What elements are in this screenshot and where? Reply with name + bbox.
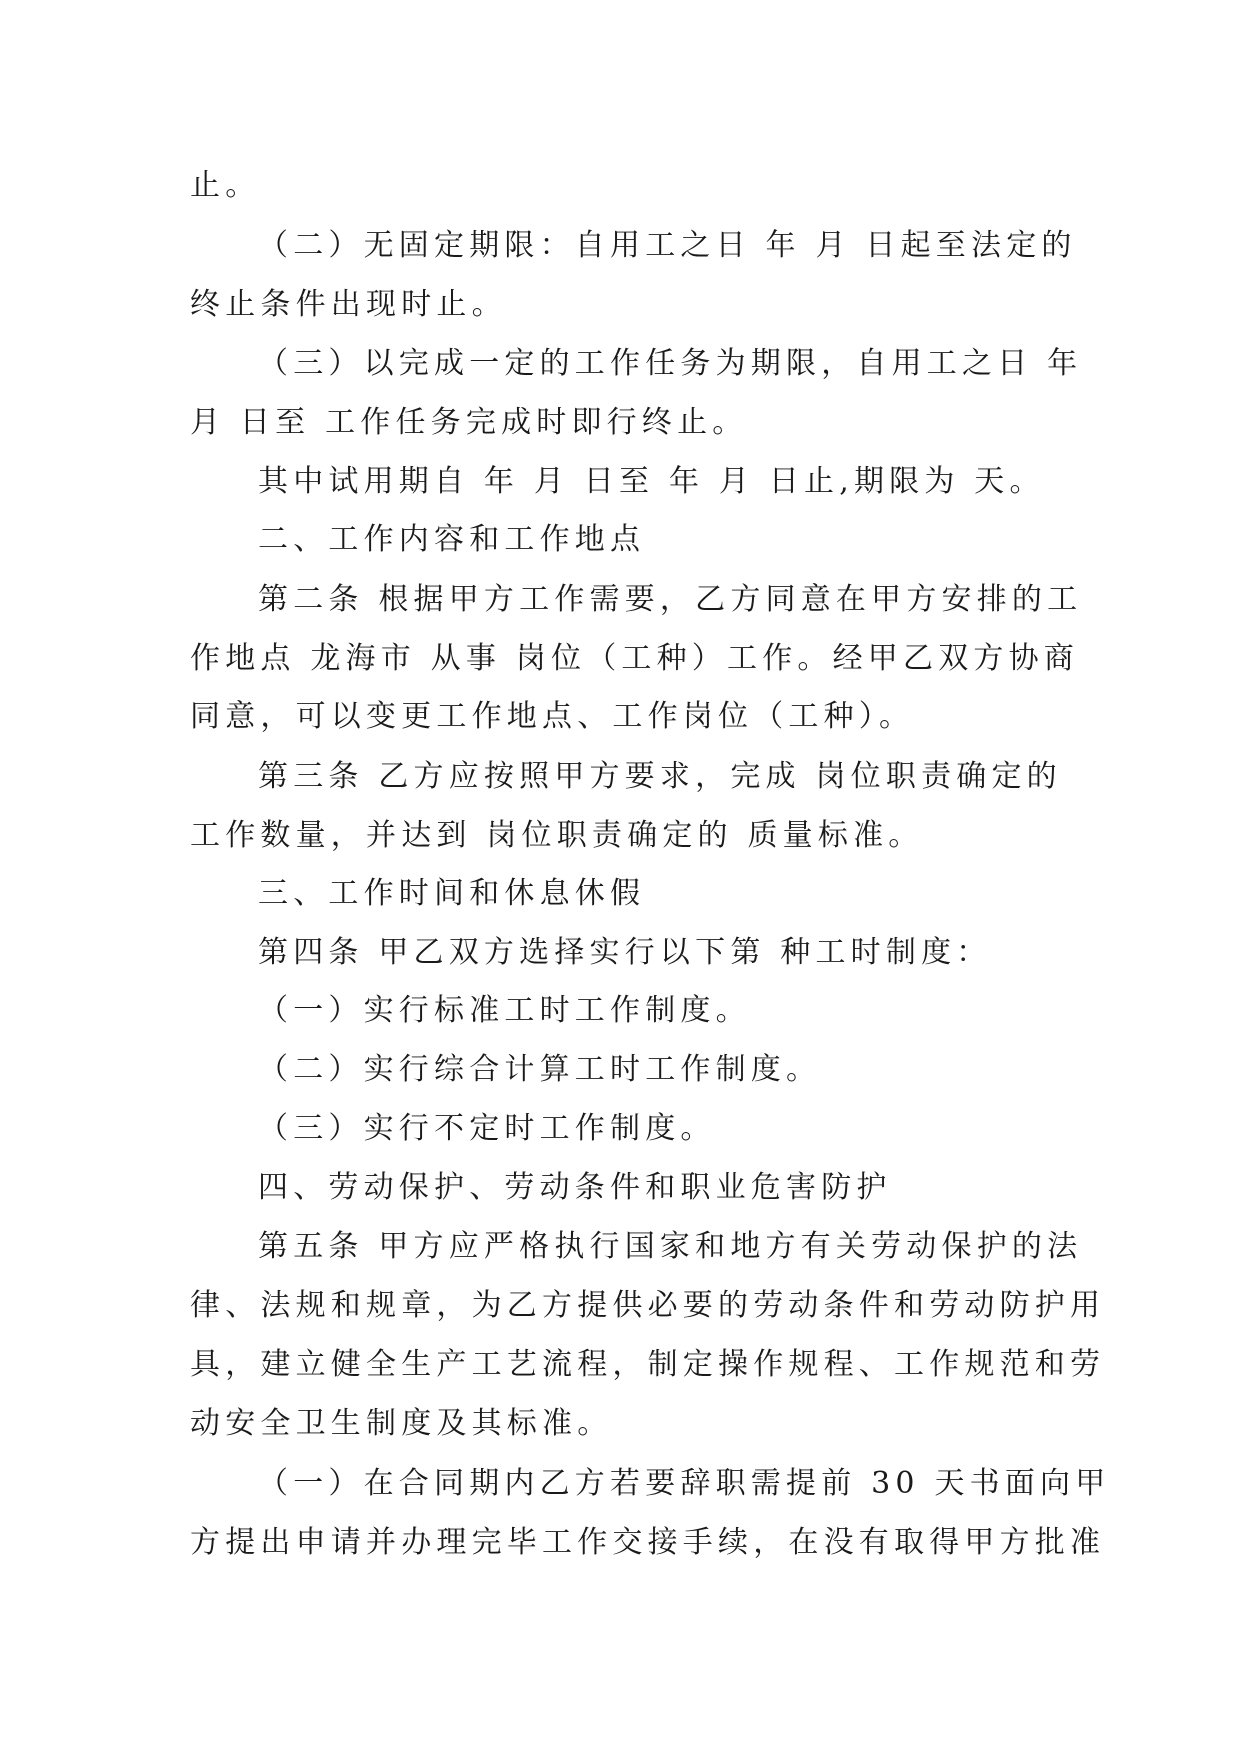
section-heading: 二、工作内容和工作地点 bbox=[258, 522, 646, 557]
list-item: （二）实行综合计算工时工作制度。 bbox=[258, 1052, 822, 1087]
paragraph-line: 具，建立健全生产工艺流程，制定操作规程、工作规范和劳 bbox=[190, 1347, 1106, 1382]
paragraph-line: 第五条 甲方应严格执行国家和地方有关劳动保护的法 bbox=[258, 1229, 1083, 1264]
paragraph-line: 月 日至 工作任务完成时即行终止。 bbox=[190, 405, 748, 440]
paragraph-line: 方提出申请并办理完毕工作交接手续，在没有取得甲方批准 bbox=[190, 1525, 1106, 1560]
paragraph-line: 第三条 乙方应按照甲方要求，完成 岗位职责确定的 bbox=[258, 759, 1062, 794]
paragraph-line: 动安全卫生制度及其标准。 bbox=[190, 1406, 613, 1441]
paragraph-line: 同意，可以变更工作地点、工作岗位（工种）。 bbox=[190, 699, 915, 734]
paragraph-line: （一）在合同期内乙方若要辞职需提前 30 天书面向甲 bbox=[258, 1466, 1111, 1501]
list-item: （三）实行不定时工作制度。 bbox=[258, 1111, 716, 1146]
section-heading: 三、工作时间和休息休假 bbox=[258, 876, 646, 911]
paragraph-line: 工作数量，并达到 岗位职责确定的 质量标准。 bbox=[190, 818, 924, 853]
paragraph-line: （三）以完成一定的工作任务为期限，自用工之日 年 bbox=[258, 346, 1083, 381]
paragraph-line: 第四条 甲乙双方选择实行以下第 种工时制度： bbox=[258, 935, 992, 970]
paragraph-line: 律、法规和规章，为乙方提供必要的劳动条件和劳动防护用 bbox=[190, 1288, 1106, 1323]
paragraph-line: （二）无固定期限：自用工之日 年 月 日起至法定的 bbox=[258, 228, 1077, 263]
section-heading: 四、劳动保护、劳动条件和职业危害防护 bbox=[258, 1170, 892, 1205]
paragraph-line: 止。 bbox=[190, 168, 261, 203]
paragraph-line: 终止条件出现时止。 bbox=[190, 287, 507, 322]
paragraph-line: 第二条 根据甲方工作需要，乙方同意在甲方安排的工 bbox=[258, 582, 1083, 617]
list-item: （一）实行标准工时工作制度。 bbox=[258, 993, 751, 1028]
paragraph-line: 其中试用期自 年 月 日至 年 月 日止,期限为 天。 bbox=[258, 464, 1045, 499]
paragraph-line: 作地点 龙海市 从事 岗位（工种）工作。经甲乙双方协商 bbox=[190, 641, 1080, 676]
